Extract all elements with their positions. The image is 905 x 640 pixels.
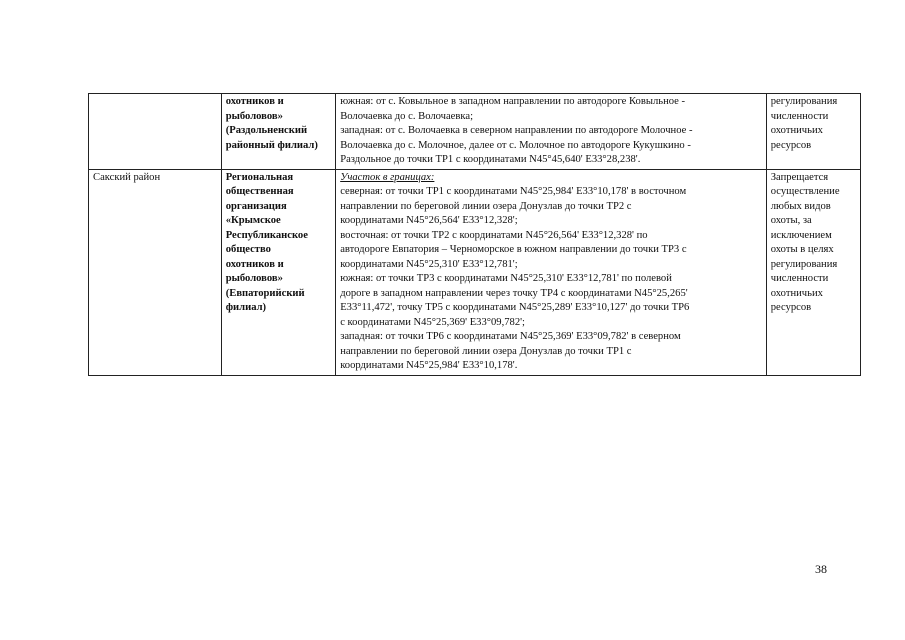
borders-line: автодороге Евпатория – Черноморское в южном направлении до точки ТР3 с	[340, 244, 687, 255]
purpose-cell	[766, 94, 860, 170]
purpose-line: охотничьих	[770, 125, 823, 136]
borders-line: с координатами N45°25,369' E33°09,782';	[340, 316, 525, 328]
organization-line: Республиканское	[225, 229, 308, 241]
borders-line: дороге в западном направлении через точку ТР4 с координатами N45°25,265'	[340, 287, 688, 299]
purpose-line: численности	[770, 110, 829, 122]
organization-line: (Евпаторийский	[225, 287, 305, 299]
organization-line: общественная	[225, 186, 294, 197]
borders-line: западная: от точки ТР6 с координатами N45°25,369' E33°09,782' в северном	[340, 331, 681, 342]
borders-line: Волочаевка до с. Волочаевка;	[340, 110, 474, 122]
purpose-line: любых видов	[770, 200, 831, 212]
borders-line: направлении по береговой линии озера Донузлав до точки ТР2 с	[340, 200, 632, 212]
organization-line: организация	[225, 200, 287, 212]
purpose-line: ресурсов	[770, 139, 812, 151]
borders-line: координатами N45°25,310' E33°12,781';	[340, 258, 518, 270]
organization-cell	[221, 94, 335, 170]
district-cell: Сакский район	[89, 169, 222, 375]
borders-line: координатами N45°25,984' E33°10,178'.	[340, 360, 518, 371]
table-row	[89, 169, 861, 375]
borders-cell	[336, 169, 767, 375]
borders-line: Волочаевка до с. Молочное, далее от с. Молочное по автодороге Кукушкино -	[340, 139, 691, 151]
purpose-line: исключением	[770, 229, 832, 241]
hunting-grounds-table	[88, 93, 861, 376]
organization-line: (Раздольненский	[225, 125, 308, 136]
borders-line: восточная: от точки ТР2 с координатами N45°26,564' E33°12,328' по	[340, 229, 648, 241]
borders-line: направлении по береговой линии озера Донузлав до точки ТР1 с	[340, 345, 632, 357]
borders-line: южная: от точки ТР3 с координатами N45°25,310' E33°12,781' по полевой	[340, 273, 672, 284]
district-cell	[89, 94, 222, 170]
borders-line: Раздольное до точки ТР1 с координатами N45°45,640' E33°28,238'.	[340, 154, 641, 165]
organization-line: Региональная	[225, 171, 294, 183]
borders-cell	[336, 94, 767, 170]
borders-line: западная: от с. Волочаевка в северном направлении по автодороге Молочное -	[340, 125, 693, 136]
borders-line: E33°11,472', точку ТР5 с координатами N45°25,289' E33°10,127' до точки ТР6	[340, 302, 690, 313]
organization-line: охотников и	[225, 96, 284, 107]
purpose-line: осуществление	[770, 186, 840, 197]
purpose-line: регулирования	[770, 258, 838, 270]
organization-line: общество	[225, 244, 271, 255]
organization-line: охотников и	[225, 258, 284, 270]
organization-line: рыболовов»	[225, 273, 283, 284]
purpose-line: численности	[770, 273, 829, 284]
purpose-line: охоты в целях	[770, 244, 834, 255]
page-number: 38	[815, 562, 827, 576]
borders-line: южная: от с. Ковыльное в западном направлении по автодороге Ковыльное -	[340, 96, 686, 107]
organization-line: «Крымское	[225, 215, 281, 226]
purpose-cell	[766, 169, 860, 375]
organization-line: районный филиал)	[225, 139, 318, 151]
purpose-line: Запрещается	[770, 171, 829, 183]
purpose-line: регулирования	[770, 96, 838, 107]
borders-line: координатами N45°26,564' E33°12,328';	[340, 215, 518, 226]
purpose-line: ресурсов	[770, 302, 812, 313]
organization-cell	[221, 169, 335, 375]
organization-line: рыболовов»	[225, 110, 283, 122]
purpose-line: охотничьих	[770, 287, 823, 299]
organization-line: филиал)	[225, 302, 267, 313]
purpose-line: охоты, за	[770, 215, 812, 226]
section-title: Участок в границах:	[340, 171, 435, 183]
borders-line: северная: от точки ТР1 с координатами N45°25,984' E33°10,178' в восточном	[340, 186, 687, 197]
table-row	[89, 94, 861, 170]
